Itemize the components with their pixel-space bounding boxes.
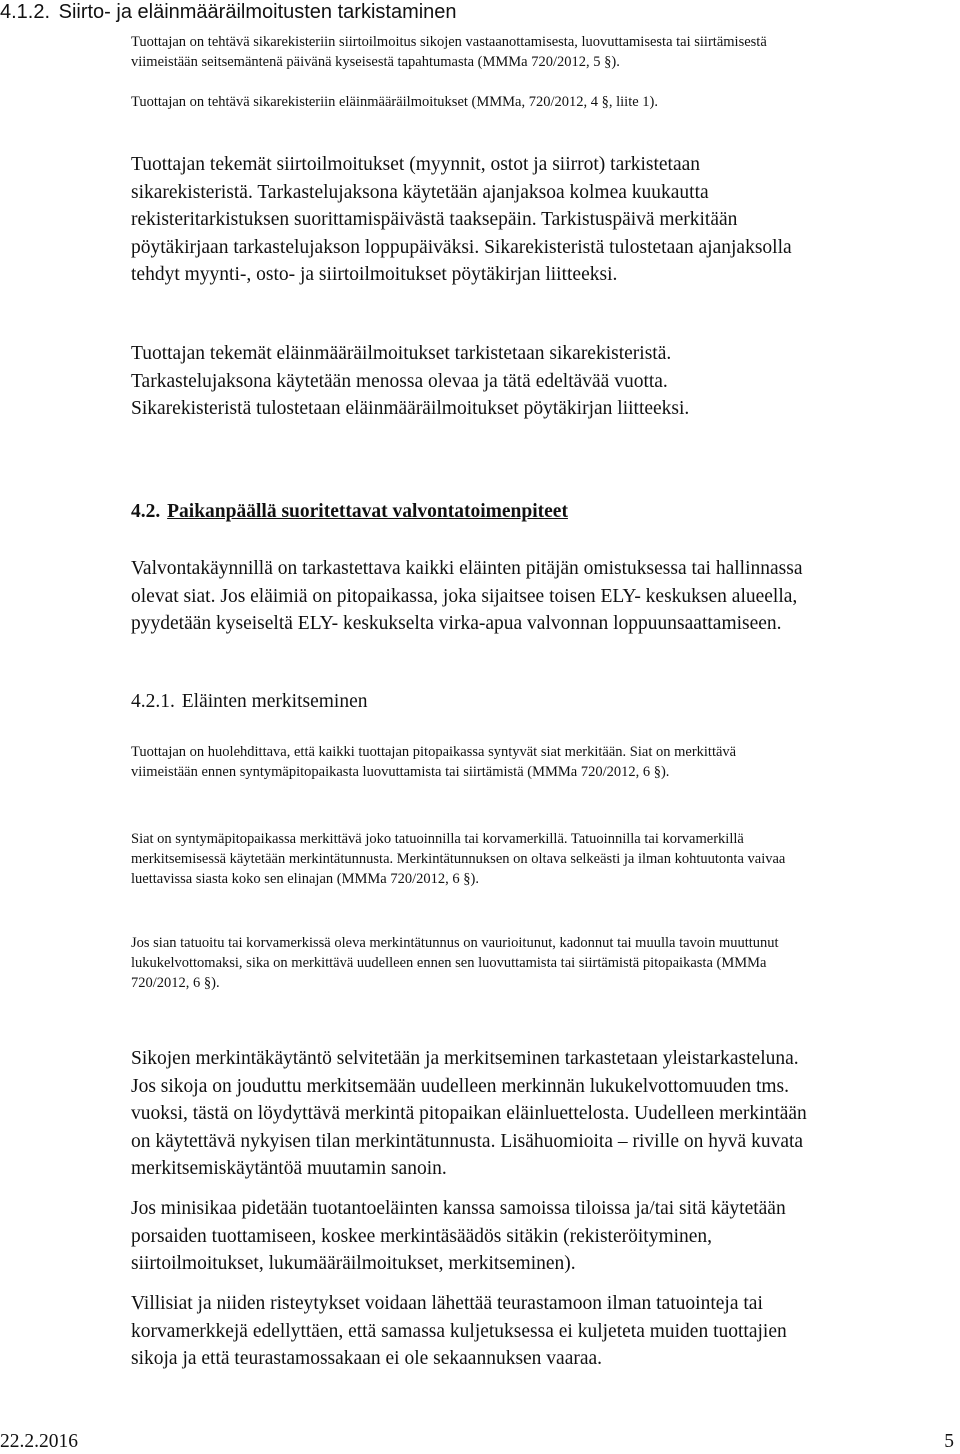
text-line: Jos sian tatuoitu tai korvamerkissä oleva merkintätunnus on vaurioitunut, kadonnut tai muulla tavoin muuttunut xyxy=(131,935,779,951)
text-line: olevat siat. Jos eläimiä on pitopaikassa, joka sijaitsee toisen ELY- keskuksen alueella, xyxy=(131,585,798,607)
section-title: Eläinten merkitseminen xyxy=(181,691,368,712)
text-line: Tuottajan tekemät eläinmääräilmoitukset tarkistetaan sikarekisteristä. xyxy=(131,343,672,364)
text-line: korvamerkkejä edellyttäen, että samassa kuljetuksessa ei kuljeteta muiden tuottajien xyxy=(131,1320,787,1342)
text-line: viimeistään seitsemäntenä päivänä kyseisestä tapahtumasta (MMMa 720/2012, 5 §). xyxy=(131,54,620,70)
text-line: Tuottajan on huolehdittava, että kaikki tuottajan pitopaikassa syntyvät siat merkitään. Siat on merkittävä xyxy=(131,744,737,760)
section-title: Siirto- ja eläinmääräilmoitusten tarkistaminen xyxy=(58,1,457,23)
text-line: luettavissa siasta koko sen elinajan (MMMa 720/2012, 6 §). xyxy=(131,871,479,887)
paragraph-merkintakaytanto xyxy=(131,1045,807,1183)
text-line: tehdyt myynti-, osto- ja siirtoilmoitukset pöytäkirjan liitteeksi. xyxy=(131,264,618,285)
paragraph-minisikaa xyxy=(131,1195,786,1278)
footer-date: 22.2.2016 xyxy=(0,1431,78,1452)
paragraph-vaurioitunut xyxy=(131,933,779,993)
text-line: merkitsemiskäytäntöä muutamin sanoin. xyxy=(131,1158,447,1179)
paragraph-syntymapitopaikka xyxy=(131,829,785,889)
paragraph-huolehdittava xyxy=(131,742,736,782)
text-line: viimeistään ennen syntymäpitopaikasta luovuttamista tai siirtämistä (MMMa 720/2012, 6 §). xyxy=(131,764,670,780)
paragraph-elain-tarkistus xyxy=(131,340,689,423)
text-line: pyydetään kyseiseltä ELY- keskukselta virka-apua valvonnan loppuunsaattamiseen. xyxy=(131,613,782,634)
text-line: Sikojen merkintäkäytäntö selvitetään ja merkitseminen tarkastetaan yleistarkasteluna. xyxy=(131,1048,799,1069)
text-line: on käytettävä nykyisen tilan merkintätunnusta. Lisähuomioita – riville on hyvä kuvata xyxy=(131,1130,804,1152)
paragraph-valvonta xyxy=(131,555,802,638)
section-heading-4-2-1 xyxy=(131,688,368,716)
text-line: rekisteritarkistuksen suorittamispäivästä taaksepäin. Tarkistuspäivä merkitään xyxy=(131,209,738,230)
section-number: 4.1.2. xyxy=(0,1,51,23)
text-line: vuoksi, tästä on löydyttävä merkintä pitopaikan eläinluettelosta. Uudelleen merkintään xyxy=(131,1103,807,1124)
text-line: Tarkastelujaksona käytetään menossa olevaa ja tätä edeltävää vuotta. xyxy=(131,370,668,392)
text-line: Villisiat ja niiden risteytykset voidaan lähettää teurastamoon ilman tatuointeja tai xyxy=(131,1293,763,1314)
text-line: Siat on syntymäpitopaikassa merkittävä joko tatuoinnilla tai korvamerkillä. Tatuoinnilla tai korvamerkillä xyxy=(131,831,744,847)
text-line: Tuottajan on tehtävä sikarekisteriin siirtoilmoitus sikojen vastaanottamisesta, luovuttamisesta tai siirtämisestä xyxy=(131,34,767,50)
paragraph-siirtoilmoitus xyxy=(131,32,767,72)
section-number: 4.2. xyxy=(131,501,161,522)
text-line: sikarekisteristä. Tarkastelujaksona käytetään ajanjaksoa kolmea kuukautta xyxy=(131,181,709,203)
text-line: sikoja ja että teurastamossakaan ei ole sekaannuksen vaaraa. xyxy=(131,1348,603,1369)
section-number: 4.2.1. xyxy=(131,691,175,712)
paragraph-elainmaarailmoitukset xyxy=(131,92,658,112)
section-heading-4-1-2 xyxy=(0,0,457,24)
section-title: Paikanpäällä suoritettavat valvontatoimenpiteet xyxy=(167,501,568,522)
text-line: porsaiden tuottamiseen, koskee merkintäsäädös sitäkin (rekisteröityminen, xyxy=(131,1225,713,1247)
page-number: 5 xyxy=(944,1431,954,1452)
text-line: 720/2012, 6 §). xyxy=(131,975,220,991)
text-line: lukukelvottomaksi, sika on merkittävä uudelleen ennen sen luovuttamista tai siirtämistä pitopaikasta (MMMa xyxy=(131,955,767,971)
text-line: Tuottajan on tehtävä sikarekisteriin eläinmääräilmoitukset (MMMa, 720/2012, 4 §, liite 1). xyxy=(131,94,659,110)
text-line: Sikarekisteristä tulostetaan eläinmääräilmoitukset pöytäkirjan liitteeksi. xyxy=(131,398,690,419)
text-line: siirtoilmoitukset, lukumääräilmoitukset, merkitseminen). xyxy=(131,1253,576,1274)
text-line: Valvontakäynnillä on tarkastettava kaikki eläinten pitäjän omistuksessa tai hallinnassa xyxy=(131,558,803,579)
text-line: pöytäkirjaan tarkastelujakson loppupäiväksi. Sikarekisteristä tulostetaan ajanjaksolla xyxy=(131,236,792,258)
text-line: Tuottajan tekemät siirtoilmoitukset (myynnit, ostot ja siirrot) tarkistetaan xyxy=(131,154,701,175)
text-line: Jos sikoja on jouduttu merkitsemään uudelleen merkinnän lukukelvottomuuden tms. xyxy=(131,1075,790,1097)
paragraph-villisiat xyxy=(131,1290,787,1373)
text-line: merkitsemisessä käytetään merkintätunnusta. Merkintätunnuksen on oltava selkeästi ja ilman kohtuutonta vaivaa xyxy=(131,851,786,867)
section-heading-4-2 xyxy=(131,498,568,526)
text-line: Jos minisikaa pidetään tuotantoeläinten kanssa samoissa tiloissa ja/tai sitä käytetään xyxy=(131,1198,786,1219)
paragraph-siirto-tarkistus xyxy=(131,151,792,289)
